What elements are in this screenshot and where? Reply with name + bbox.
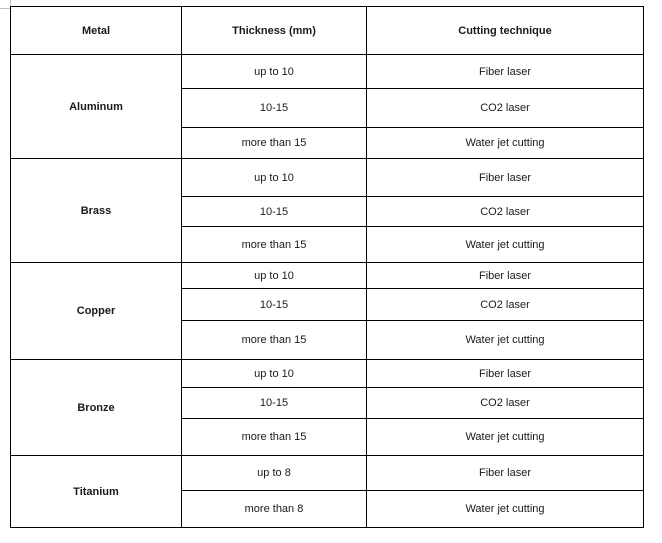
technique-cell: CO2 laser — [367, 89, 644, 128]
header-row — [11, 7, 644, 55]
technique-cell: CO2 laser — [367, 289, 644, 321]
header-cutting-technique: Cutting technique — [367, 7, 644, 55]
metal-cell-titanium: Titanium — [11, 456, 182, 528]
technique-cell: Fiber laser — [367, 456, 644, 491]
table-row — [11, 159, 644, 197]
thickness-cell: more than 8 — [182, 491, 367, 528]
thickness-cell: up to 8 — [182, 456, 367, 491]
table-row — [11, 263, 644, 289]
technique-cell: Fiber laser — [367, 159, 644, 197]
technique-cell: CO2 laser — [367, 197, 644, 227]
technique-cell: Fiber laser — [367, 360, 644, 388]
table-row — [11, 55, 644, 89]
metal-cell-aluminum: Aluminum — [11, 55, 182, 159]
thickness-cell: more than 15 — [182, 128, 367, 159]
metal-cell-bronze: Bronze — [11, 360, 182, 456]
header-metal: Metal — [11, 7, 182, 55]
thickness-cell: 10-15 — [182, 89, 367, 128]
technique-cell: Fiber laser — [367, 55, 644, 89]
header-thickness: Thickness (mm) — [182, 7, 367, 55]
metal-cell-brass: Brass — [11, 159, 182, 263]
thickness-cell: 10-15 — [182, 197, 367, 227]
technique-cell: Fiber laser — [367, 263, 644, 289]
cutting-technique-table — [10, 6, 644, 528]
technique-cell: Water jet cutting — [367, 321, 644, 360]
thickness-cell: more than 15 — [182, 419, 367, 456]
table-row — [11, 456, 644, 491]
table-row — [11, 360, 644, 388]
thickness-cell: up to 10 — [182, 159, 367, 197]
thickness-cell: more than 15 — [182, 227, 367, 263]
technique-cell: Water jet cutting — [367, 227, 644, 263]
metal-cell-copper: Copper — [11, 263, 182, 360]
technique-cell: Water jet cutting — [367, 491, 644, 528]
thickness-cell: 10-15 — [182, 289, 367, 321]
technique-cell: CO2 laser — [367, 388, 644, 419]
thickness-cell: up to 10 — [182, 360, 367, 388]
thickness-cell: up to 10 — [182, 55, 367, 89]
thickness-cell: more than 15 — [182, 321, 367, 360]
technique-cell: Water jet cutting — [367, 419, 644, 456]
technique-cell: Water jet cutting — [367, 128, 644, 159]
table-container — [10, 6, 644, 528]
thickness-cell: up to 10 — [182, 263, 367, 289]
thickness-cell: 10-15 — [182, 388, 367, 419]
